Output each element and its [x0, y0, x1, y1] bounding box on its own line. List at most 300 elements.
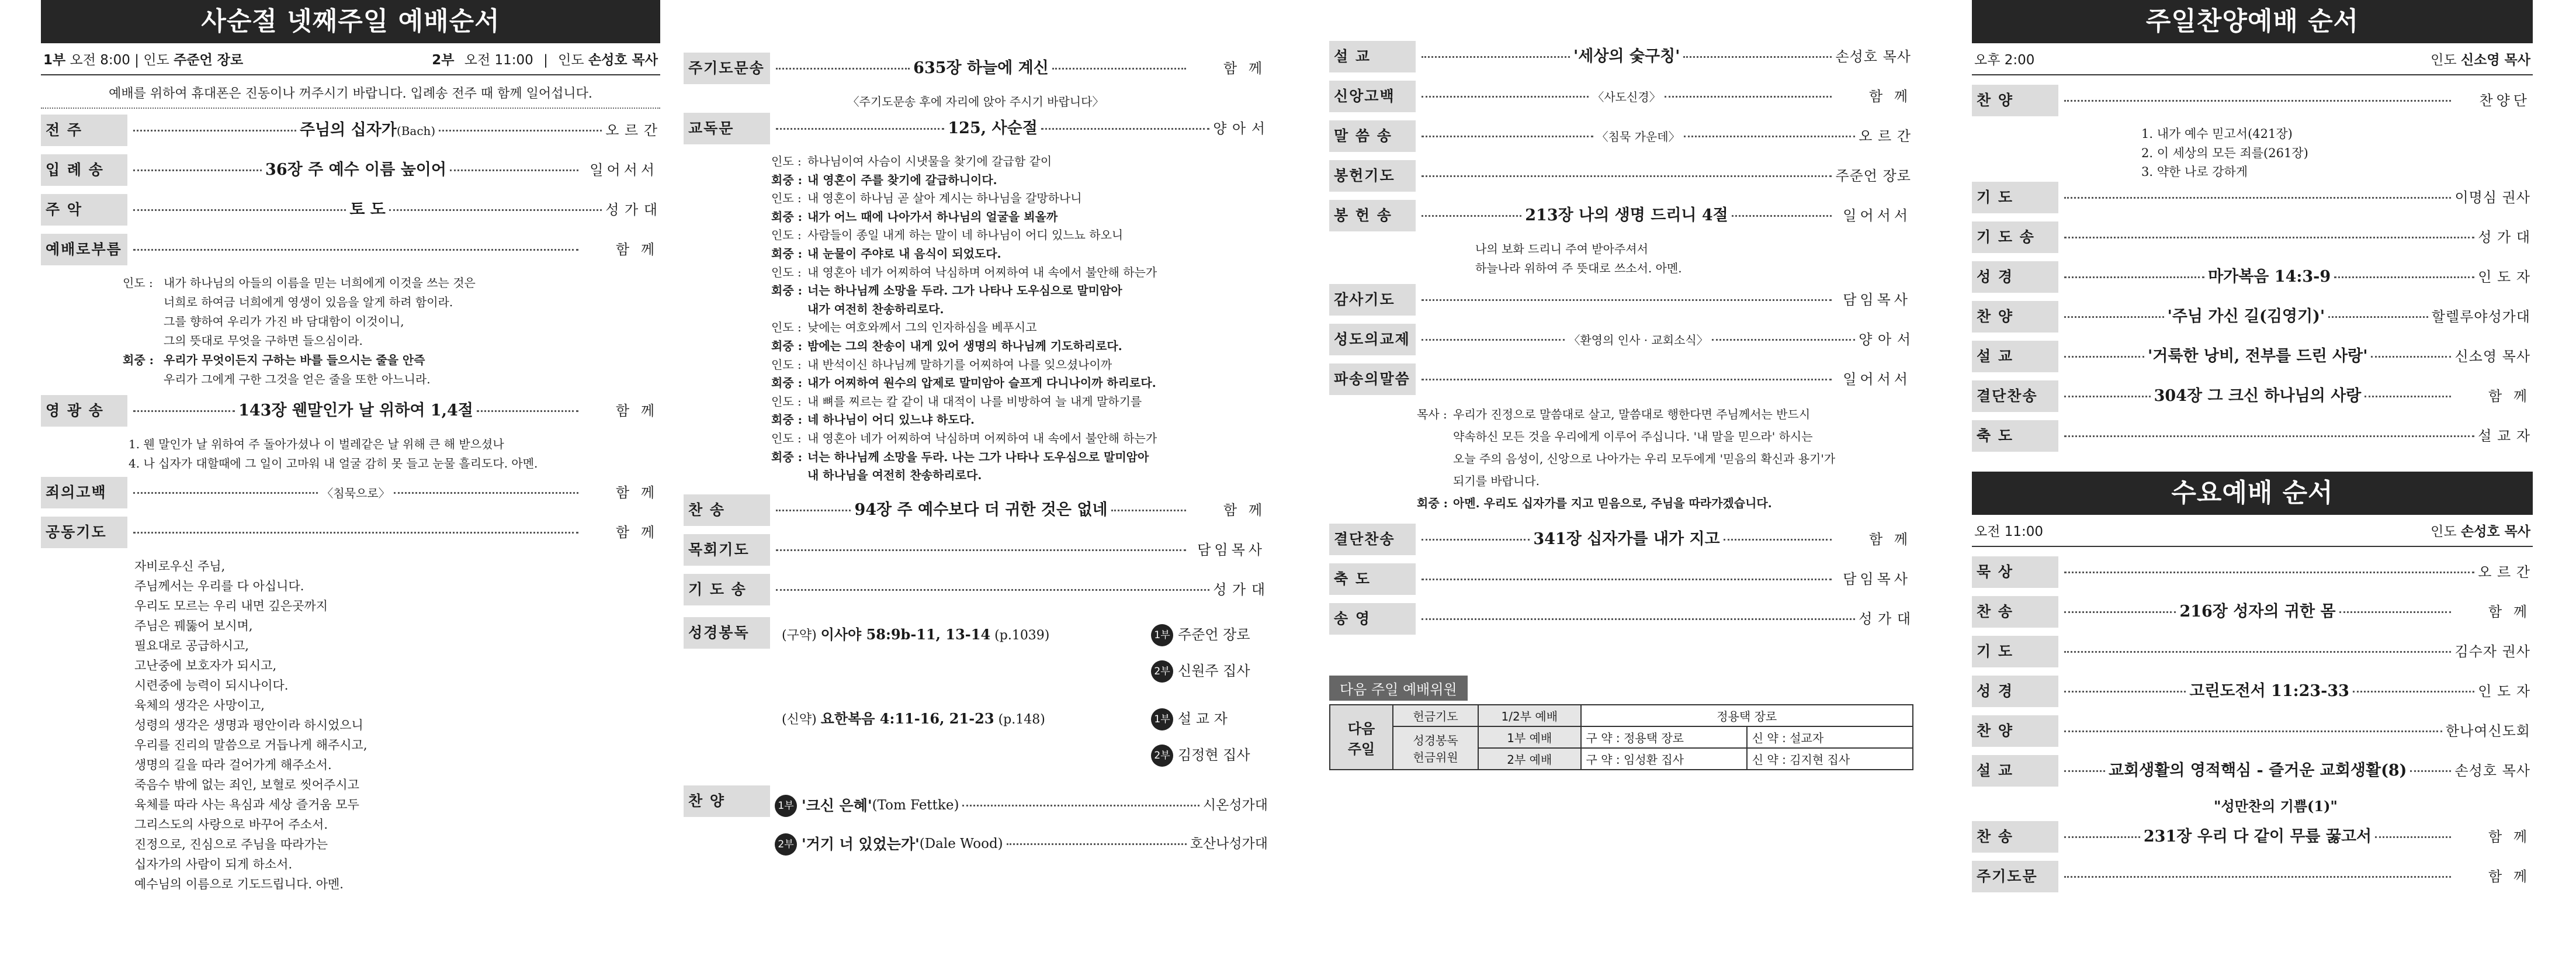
service-badge: 2부: [775, 833, 797, 856]
order-item: [1972, 676, 2533, 707]
order-item: [1329, 563, 1913, 595]
item-title: 94장 주 예수보다 더 귀한 것은 없네: [854, 500, 1108, 519]
item-fill: [2058, 643, 2533, 660]
text-line: 1. 내가 예수 믿고서(421장): [2141, 127, 2293, 141]
leader-dots: [1683, 56, 1832, 58]
order-item: [1329, 363, 1913, 395]
common-prayer-item: [41, 517, 660, 548]
reading-label: 성경봉독: [1413, 733, 1458, 747]
item-who: 성 가 대: [605, 202, 658, 218]
responsive-reading-text: [771, 153, 1268, 485]
praise-service-title: 주일찬양예배 순서: [1972, 0, 2533, 43]
worship-order-panel-1: [41, 0, 660, 966]
item-title: 〈침묵으로〉: [321, 486, 390, 500]
composer: (Tom Fettke): [872, 797, 959, 813]
leader-dots: [1665, 96, 1832, 98]
leader-role: 인도: [558, 53, 584, 68]
worship-order-panel-4: [1972, 0, 2533, 966]
reading-text: 내 하나님을 여전히 찬송하리로다.: [807, 468, 982, 483]
leader-dots: [2410, 770, 2451, 772]
leader-dots: [439, 130, 602, 131]
leader-dots: [1684, 136, 1856, 137]
scripture-reading: [684, 617, 1268, 774]
order-list-c: [1329, 524, 1913, 635]
item-label: 기 도: [1972, 636, 2058, 667]
reading-role: 회중 :: [771, 338, 802, 353]
reading-ref: [782, 626, 1151, 643]
reading-line: [771, 153, 1268, 171]
leader-dots: [2064, 396, 2151, 397]
leader-dots: [2334, 276, 2474, 278]
leader-dots: [1422, 618, 1855, 620]
reading-line: [771, 189, 1268, 208]
item-title: 635장 하늘에 계신: [913, 59, 1049, 77]
reader-name: 주준언 장로: [1178, 626, 1250, 643]
item-fill: [127, 524, 660, 541]
reading-text: 우리가 그에게 구한 그것을 얻은 줄을 또한 아느니라.: [164, 372, 431, 386]
ot-reader: 구 약 : 임성환 집사: [1581, 748, 1747, 770]
item-label: 설 교: [1972, 341, 2058, 372]
offering-prayer-name: 정용택 장로: [1581, 705, 1913, 726]
nt-reader: 신 약 : 김지현 집사: [1747, 748, 1913, 770]
item-title: 마가복음 14:3-9: [2208, 267, 2331, 286]
order-item: [1972, 380, 2533, 412]
item-title: 213장 나의 생명 드리니 4절: [1525, 206, 1728, 224]
item-title: '세상의 숯구칭': [1573, 47, 1680, 65]
leader-dots: [1422, 215, 1521, 217]
item-label: 찬 송: [1972, 821, 2058, 853]
order-item: [1329, 284, 1913, 316]
offering-team-label: 헌금위원: [1413, 750, 1458, 764]
reading-text: 내 영혼아 네가 어찌하여 낙심하며 어찌하여 내 속에서 불안해 하는가: [807, 431, 1157, 445]
gloria-lyrics: [129, 435, 660, 473]
reading-role: [123, 331, 164, 351]
reading-role: 회중 :: [771, 246, 802, 261]
item-who: 오 르 간: [605, 122, 658, 139]
reader-name: 김정현 집사: [1178, 747, 1250, 764]
order-item: [1972, 341, 2533, 372]
reading-line: [123, 273, 660, 293]
leader-dots: [2375, 836, 2451, 838]
leader-dots: [1007, 843, 1187, 845]
item-fill: [2058, 347, 2533, 366]
item-title: 〈사도신경〉: [1592, 90, 1661, 104]
reading-text: 내 영혼이 하나님 곧 살아 계시는 하나님을 갈망하나니: [807, 191, 1082, 206]
item-title: '주님 가신 길(김영기)': [2167, 307, 2325, 326]
order-item: [1329, 160, 1913, 192]
offering-prayer-label: 헌금기도: [1393, 705, 1478, 726]
item-who: 신소영 목사: [2454, 348, 2531, 365]
leader-dots: [1422, 299, 1832, 301]
item-fill: [2058, 268, 2533, 286]
item-title: 231장 우리 다 같이 무릎 꿇고서: [2143, 827, 2372, 846]
notice-text: 예배를 위하여 휴대폰은 진동이나 꺼주시기 바랍니다. 입례송 전주 때 함께 일어섭니다.: [41, 75, 660, 109]
page-ref: (p.148): [998, 712, 1045, 727]
text-line: 육체의 생각은 사망이고,: [134, 698, 265, 713]
reading-line: [771, 337, 1268, 356]
item-fill: [2058, 92, 2533, 109]
leader-dots: [133, 169, 262, 171]
praise-order-b: [1972, 182, 2533, 452]
reader: [1151, 624, 1268, 646]
leader-dots: [1422, 379, 1832, 380]
reading-role: [771, 466, 807, 485]
anthem-row: [775, 788, 1268, 824]
item-fill: [1416, 88, 1913, 105]
item-label: 성 경: [1972, 261, 2058, 293]
order-list-b: [1329, 284, 1913, 395]
reading-line: [771, 448, 1268, 467]
testament-label: (신약): [782, 712, 817, 727]
item-fill: [2058, 189, 2533, 206]
item-who: 일어서서: [590, 162, 658, 178]
item-who: 손성호 목사: [2454, 762, 2530, 779]
item-who: 이명심 권사: [2454, 189, 2530, 206]
reading-text: 내가 하나님의 아들의 이름을 믿는 너희에게 이것을 쓰는 것은: [164, 276, 476, 290]
order-item: [1972, 636, 2533, 667]
separator: |: [134, 53, 140, 68]
item-fill: [1416, 168, 1913, 185]
leader-dots: [133, 130, 296, 131]
reading-text: 되기를 바랍니다.: [1453, 474, 1540, 488]
item-fill: [2058, 723, 2533, 740]
service1-leader: 주준언 장로: [174, 53, 244, 68]
item-fill: [2058, 682, 2533, 701]
service-time: 오전 11:00: [1974, 524, 2044, 539]
order-item: [1972, 861, 2533, 892]
separator: |: [543, 53, 548, 68]
text-line: 우리를 진리의 말씀으로 거듭나게 해주시고,: [134, 738, 367, 753]
order-item: [1972, 420, 2533, 452]
text-line: 필요대로 공급하시고,: [134, 639, 249, 653]
reading-line: [771, 318, 1268, 337]
item-label: 봉헌기도: [1329, 160, 1416, 192]
order-item: [1972, 301, 2533, 333]
item-who: 함 께: [616, 484, 658, 501]
item-fill: [2058, 387, 2533, 406]
leader-dots: [133, 492, 318, 494]
wednesday-order-b: [1972, 821, 2533, 892]
item-label: 기 도: [1972, 182, 2058, 213]
item-fill: [2058, 868, 2533, 885]
item-who: 함 께: [2488, 868, 2530, 885]
item-fill: [1416, 128, 1913, 145]
reading-line: [1417, 448, 1913, 470]
order-item: [1972, 261, 2533, 293]
service-label: 2부 예배: [1478, 748, 1581, 770]
reading-text: 내 영혼아 네가 어찌하여 낙심하며 어찌하여 내 속에서 불안해 하는가: [807, 265, 1157, 279]
item-who: 양 아 서: [1859, 331, 1911, 348]
order-item: [41, 154, 660, 186]
order-item: [1329, 603, 1913, 635]
lyric-line-2: 4. 나 십자가 대할때에 그 일이 고마워 내 얼굴 감히 못 들고 눈물 흘리도다. 아멘.: [129, 456, 538, 470]
text-line: 3. 약한 나로 강하게: [2141, 165, 2248, 179]
order-item: [1329, 324, 1913, 355]
item-label: 설 교: [1329, 41, 1416, 72]
reading-line: [1417, 403, 1913, 425]
order-item: [1972, 596, 2533, 628]
reading-line: [1417, 492, 1913, 514]
item-fill: [127, 401, 660, 420]
service-label: 1/2부 예배: [1478, 705, 1581, 726]
item-who: 인 도 자: [2478, 268, 2530, 285]
order-item: [41, 194, 660, 226]
lords-prayer-song: [684, 53, 1268, 84]
item-who: 함 께: [1869, 88, 1911, 105]
reading-role: 인도 :: [123, 276, 153, 290]
leader-dots: [389, 209, 602, 211]
leader-dots: [1422, 96, 1589, 98]
leader-role: 인도: [2431, 524, 2457, 539]
leader-dots: [2064, 100, 2451, 102]
sermon-subtitle: "성만찬의 기쁨(1)": [2214, 797, 2338, 815]
reading-role: 회중 :: [771, 172, 802, 187]
leader: 손성호 목사: [2460, 524, 2530, 539]
text-line: 진정으로, 진심으로 주님을 따라가는: [134, 837, 328, 852]
reading-role: 목사 :: [1417, 407, 1447, 421]
item-fill: [127, 121, 660, 140]
reading-text: 사람들이 종일 내게 하는 말이 네 하나님이 어디 있느뇨 하오니: [807, 228, 1124, 243]
service2-leader: 손성호 목사: [588, 53, 658, 68]
reading-role: [123, 312, 164, 331]
item-who: 담임목사: [1843, 571, 1911, 587]
item-title: '거룩한 낭비, 전부를 드린 사랑': [2147, 347, 2368, 365]
item-label: 성 경: [1972, 676, 2058, 707]
item-label: 축 도: [1972, 420, 2058, 452]
item-who: 오 르 간: [2478, 563, 2530, 580]
order-item: [1329, 41, 1913, 72]
item-label: 찬 송: [684, 494, 770, 526]
reading-role: 회중 :: [771, 283, 802, 298]
reading-text: 우리가 진정으로 말씀대로 살고, 말씀대로 행한다면 주님께서는 반드시: [1453, 407, 1811, 421]
leader-dots: [776, 68, 910, 70]
order-list: [41, 115, 660, 265]
item-who: 한나여신도회: [2445, 722, 2530, 739]
leader-role: 인도: [143, 53, 169, 68]
reading-role: 인도 :: [771, 265, 802, 279]
sending-words: [1417, 403, 1913, 514]
leader-dots: [2328, 316, 2428, 318]
item-title: 216장 성자의 귀한 몸: [2179, 602, 2336, 621]
anthem-title: '거기 너 있었는가': [802, 835, 920, 853]
lyric-line-2: 하늘나라 위하여 주 뜻대로 쓰소서. 아멘.: [1475, 261, 1682, 275]
item-title: 36장 주 예수 이름 높이어: [265, 161, 446, 179]
item-who: 인 도 자: [2478, 683, 2531, 700]
item-label: 찬 양: [1972, 85, 2058, 116]
choir-name: 호산나성가대: [1190, 836, 1268, 851]
service-badge: 2부: [1151, 745, 1173, 767]
reading-role: [1417, 470, 1453, 492]
item-who: 오 르 간: [1859, 128, 1911, 144]
item-label: 감사기도: [1329, 284, 1416, 316]
reading-role: [123, 370, 164, 389]
item-fill: [2058, 307, 2533, 326]
item-who: 함 께: [2488, 828, 2531, 845]
item-fill: [770, 59, 1268, 78]
item-fill: [127, 484, 660, 501]
service-label: 1부 예배: [1478, 726, 1581, 748]
text-line: 주님께서는 우리를 다 아십니다.: [134, 579, 304, 594]
page-title: 사순절 넷째주일 예배순서: [41, 0, 660, 43]
praise-order-a: [1972, 85, 2533, 116]
reading-line: [771, 466, 1268, 485]
reading-role: 인도 :: [771, 154, 802, 168]
item-title: 교회생활의 영적핵심 - 즐거운 교회생활(8): [2108, 761, 2407, 780]
reading-line: [123, 351, 660, 370]
item-label: 찬 송: [1972, 596, 2058, 628]
reading-role: 인도 :: [771, 357, 802, 372]
text-line: 육체를 따라 사는 욕심과 세상 즐거움 모두: [134, 798, 359, 812]
nt-reader: 신 약 : 설교자: [1747, 726, 1913, 748]
item-label: 기 도 송: [1972, 221, 2058, 253]
service2-part: 2부: [432, 53, 455, 68]
item-label: 성도의교제: [1329, 324, 1416, 355]
item-title: 토 도: [349, 200, 386, 219]
service1-time: 오전 8:00: [70, 53, 130, 68]
reading-role: [123, 293, 164, 312]
item-label: 기 도 송: [684, 574, 770, 605]
reading-text: 내 뼈를 찌르는 칼 같이 내 대적이 나를 비방하여 늘 내게 말하기를: [807, 394, 1142, 408]
reading-offering-label: [1393, 726, 1478, 770]
item-who: 주준언 장로: [1835, 168, 1911, 184]
item-who: 설 교 자: [2478, 427, 2530, 444]
order-item: [1972, 556, 2533, 588]
service-times: [41, 43, 660, 75]
reading-text: 네 하나님이 어디 있느냐 하도다.: [807, 413, 975, 427]
scripture-ref: 요한복음 4:11-16, 21-23: [820, 709, 994, 727]
order-list-a: [1329, 41, 1913, 231]
item-label: 파송의말씀: [1329, 363, 1416, 395]
item-title: 304장 그 크신 하나님의 사랑: [2154, 386, 2362, 405]
reading-line: [123, 312, 660, 331]
choir-name: 시온성가대: [1202, 797, 1268, 813]
item-fill: [127, 241, 660, 258]
leader-dots: [1724, 539, 1832, 541]
reading-role: 회중 :: [123, 353, 154, 367]
text-line: 자비로우신 주님,: [134, 559, 226, 573]
item-fill: [2058, 229, 2533, 246]
reader: [1151, 708, 1268, 730]
wednesday-service-time: [1972, 515, 2533, 547]
leader-dots: [2064, 691, 2186, 693]
call-to-worship: [123, 273, 660, 389]
confession-item: [41, 477, 660, 508]
text-line: 그리스도의 사랑으로 바꾸어 주소서.: [134, 818, 328, 832]
item-label: 주 악: [41, 194, 127, 226]
leader-dots: [1712, 339, 1855, 341]
reading-line: [1417, 425, 1913, 448]
service-badge: 1부: [775, 795, 797, 817]
anthem-title: '크신 은혜': [802, 797, 872, 814]
reading-role: 인도 :: [771, 320, 802, 335]
item-label: 결단찬송: [1329, 524, 1416, 555]
leader-dots: [776, 549, 1186, 551]
item-label: 주기도문송: [684, 53, 770, 84]
leader-dots: [2064, 730, 2442, 732]
item-fill: [770, 119, 1268, 138]
leader-dots: [133, 209, 346, 211]
item-who: 함 께: [1869, 531, 1911, 548]
text-line: 생명의 길을 따라 걸어가게 해주소서.: [134, 758, 332, 773]
item-who: 성 가 대: [1213, 581, 1266, 598]
leader-dots: [2064, 316, 2164, 318]
order-item: [1972, 85, 2533, 116]
leader-dots: [2064, 651, 2451, 653]
reading-text: 내가 어찌하여 원수의 압제로 말미암아 슬프게 다니나이까 하리로다.: [807, 376, 1156, 390]
item-who: 성 가 대: [2478, 228, 2530, 245]
reading-role: 인도 :: [771, 394, 802, 408]
leader-dots: [2064, 836, 2140, 838]
leader-dots: [776, 128, 944, 130]
reader-name: 신원주 집사: [1178, 663, 1250, 680]
item-label: 결단찬송: [1972, 380, 2058, 412]
text-line: 성령의 생각은 생명과 평안이라 하시었으니: [134, 718, 363, 733]
item-fill: [770, 581, 1268, 598]
reading-text: 그를 향하여 우리가 가진 바 담대함이 이것이니,: [164, 314, 404, 328]
reading-row: [782, 738, 1268, 774]
item-who: 김수자 권사: [2454, 643, 2530, 660]
reading-line: [771, 171, 1268, 190]
order-item: [684, 534, 1268, 566]
order-item: [1972, 755, 2533, 787]
item-who: 담임목사: [1197, 541, 1266, 558]
text-line: 십자가의 사람이 되게 하소서.: [134, 857, 293, 872]
item-note: (Bach): [396, 124, 436, 138]
order-item: [684, 494, 1268, 526]
reading-text: 내 반석이신 하나님께 말하기를 어찌하여 나를 잊으셨나이까: [807, 357, 1112, 372]
item-label: 교독문: [684, 113, 770, 144]
item-fill: [1416, 371, 1913, 388]
order-item: [1972, 221, 2533, 253]
leader-dots: [477, 410, 578, 412]
worship-order-panel-3: [1329, 0, 1913, 966]
song-list: [2141, 124, 2533, 182]
item-label: 주기도문: [1972, 861, 2058, 892]
reading-line: [771, 208, 1268, 227]
item-who: 일어서서: [1843, 371, 1911, 387]
reading-line: [771, 226, 1268, 245]
service-badge: 1부: [1151, 624, 1173, 646]
item-label: 입 례 송: [41, 154, 127, 186]
leader-dots: [1732, 215, 1832, 217]
reading-text: 하나님이여 사슴이 시냇물을 찾기에 갈급함 같이: [807, 154, 1052, 168]
item-label: 목회기도: [684, 534, 770, 566]
leader-dots: [2339, 611, 2451, 613]
item-label: 찬 양: [1972, 715, 2058, 747]
lyric-line-1: 1. 웬 말인가 날 위하여 주 돌아가셨나 이 벌레같은 날 위해 큰 해 받으셨나: [129, 437, 504, 451]
reading-role: [1417, 425, 1453, 448]
leader-dots: [2364, 396, 2451, 397]
item-fill: [2058, 428, 2533, 445]
item-title: 143장 웬말인가 날 위하여 1,4절: [238, 401, 473, 420]
leader-dots: [1422, 136, 1593, 137]
reading-line: [771, 264, 1268, 282]
item-who: 담임목사: [1843, 292, 1911, 308]
item-who: 양 아 서: [1213, 120, 1266, 137]
order-item: [41, 234, 660, 265]
text-line: 예수님의 이름으로 기도드립니다. 아멘.: [134, 877, 344, 892]
leader-role: 인도: [2431, 53, 2457, 68]
order-item: [1972, 182, 2533, 213]
service-time: 오후 2:00: [1974, 53, 2035, 68]
item-who: 함 께: [2488, 387, 2530, 404]
item-fill: [1416, 611, 1913, 628]
ot-reader: 구 약 : 정용택 장로: [1581, 726, 1747, 748]
reading-line: [123, 293, 660, 312]
leader-dots: [133, 249, 578, 251]
reader-name: 설 교 자: [1178, 711, 1228, 728]
committee-table: [1329, 704, 1913, 770]
